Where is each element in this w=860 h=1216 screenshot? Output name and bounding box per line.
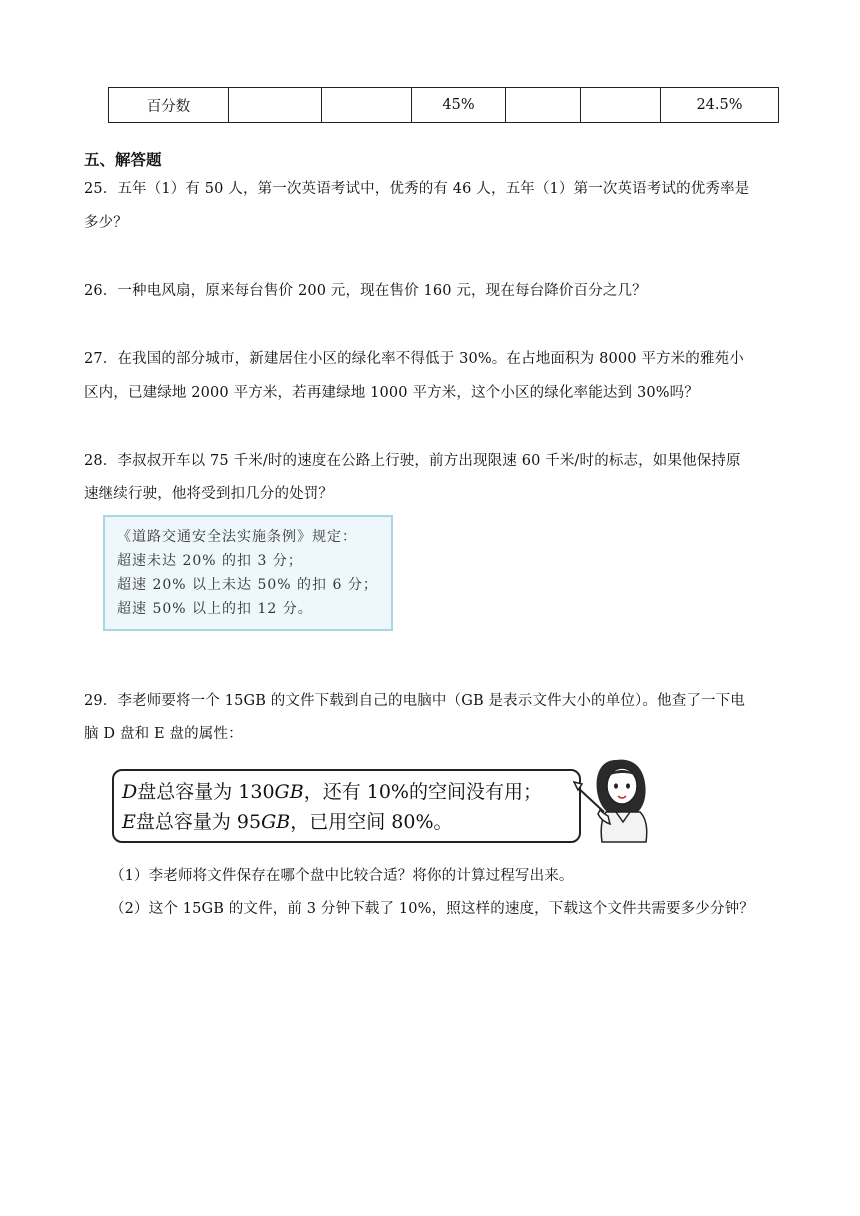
question-25-line-2: 多少？ [84, 215, 128, 231]
question-28-line-2: 速继续行驶，他将受到扣几分的处罚？ [84, 486, 334, 502]
row-header: 百分数 [109, 88, 229, 123]
regulation-rule: 超速 20% 以上未达 50% 的扣 6 分； [117, 577, 378, 593]
section-title: 五、解答题 [84, 151, 162, 169]
question-29-line-1: 29．李老师要将一个 15GB 的文件下载到自己的电脑中（GB 是表示文件大小的单位）。他查了一下电 [84, 693, 745, 709]
table-row [109, 88, 779, 123]
disk-d-info: D盘总容量为 130GB，还有 10%的空间没有用； [122, 781, 542, 803]
table-cell [581, 88, 661, 123]
question-27-line-2: 区内，已建绿地 2000 平方米，若再建绿地 1000 平方米，这个小区的绿化率能达到 30%吗？ [84, 385, 699, 401]
question-26-line-1: 26．一种电风扇，原来每台售价 200 元，现在售价 160 元，现在每台降价百分之几？ [84, 283, 647, 299]
question-29-line-2: 脑 D 盘和 E 盘的属性： [84, 726, 243, 742]
table-cell [322, 88, 412, 123]
disk-e-info: E盘总容量为 95GB，已用空间 80%。 [122, 811, 453, 833]
question-29-sub-1: （1）李老师将文件保存在哪个盘中比较合适？将你的计算过程写出来。 [110, 868, 574, 884]
table-cell [506, 88, 581, 123]
regulation-title: 《道路交通安全法实施条例》规定： [117, 529, 357, 545]
table-cell [229, 88, 322, 123]
question-25-line-1: 25．五年（1）有 50 人，第一次英语考试中，优秀的有 46 人，五年（1）第一次英语考试的优秀率是 [84, 181, 750, 197]
regulation-rule: 超速未达 20% 的扣 3 分； [117, 553, 303, 569]
table-cell: 45% [412, 88, 506, 123]
disk-info-bubble [112, 769, 581, 843]
question-27-line-1: 27．在我国的部分城市，新建居住小区的绿化率不得低于 30%。在占地面积为 8000 平方米的雅苑小 [84, 351, 744, 367]
teacher-illustration [568, 746, 668, 846]
question-29-sub-2: （2）这个 15GB 的文件，前 3 分钟下载了 10%，照这样的速度，下载这个文件共需要多少分钟？ [110, 901, 754, 917]
regulation-rule: 超速 50% 以上的扣 12 分。 [117, 601, 313, 617]
percent-table [108, 87, 779, 123]
question-28-line-1: 28．李叔叔开车以 75 千米/时的速度在公路上行驶，前方出现限速 60 千米/时的标志，如果他保持原 [84, 453, 741, 469]
table-cell: 24.5% [661, 88, 779, 123]
regulation-box [103, 515, 393, 631]
